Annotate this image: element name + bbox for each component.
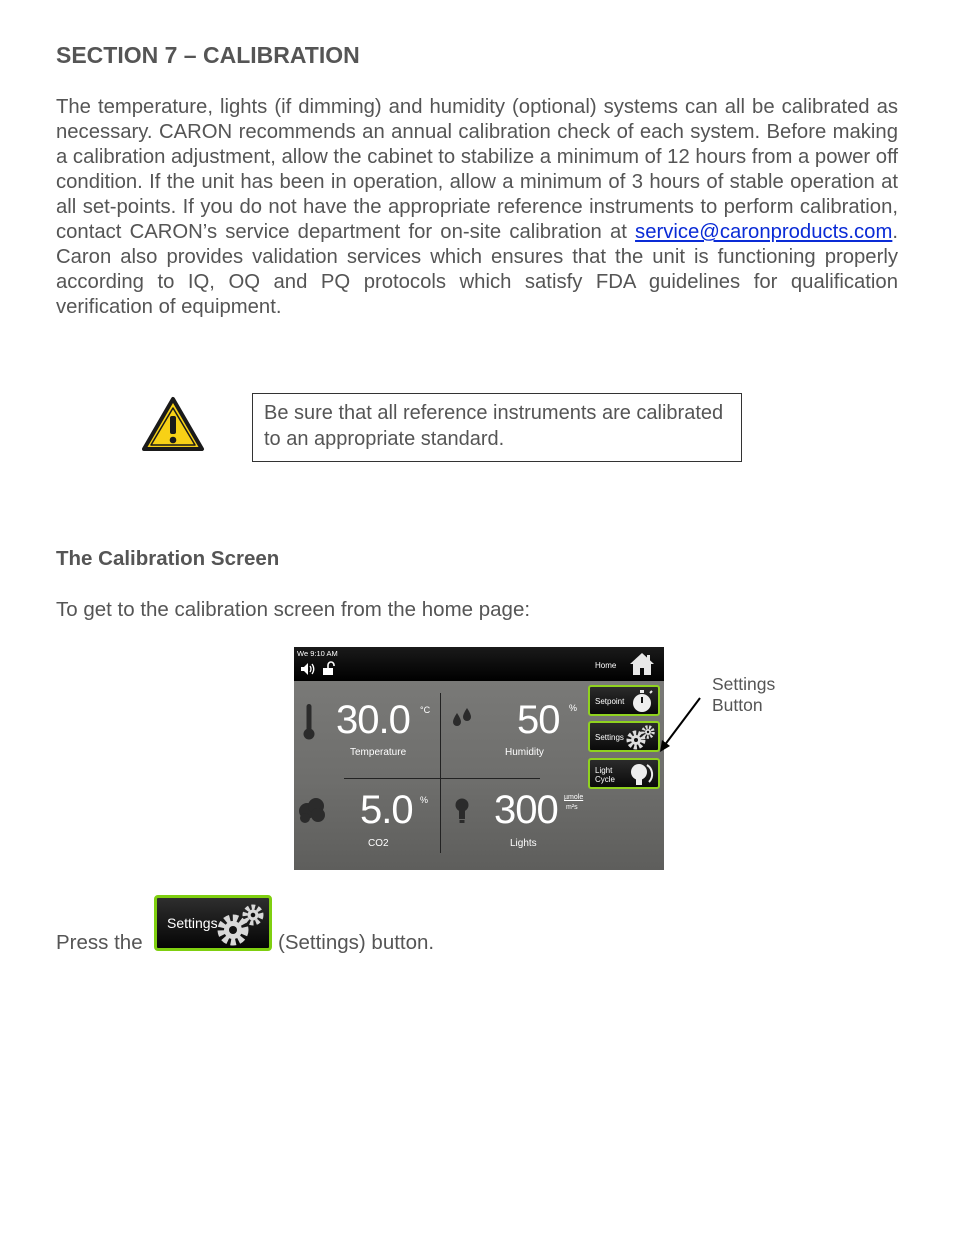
section-title: SECTION 7 – CALIBRATION [56, 42, 360, 68]
settings-button-screen-label: Settings [595, 733, 624, 742]
settings-button[interactable] [154, 895, 272, 951]
home-icon[interactable] [629, 652, 655, 676]
quadrant-divider-vertical [440, 693, 441, 853]
warning-triangle-icon [141, 396, 205, 452]
intro-text-before-link: The temperature, lights (if dimming) and humidity (optional) systems can all be calibrated as necessary. CARON recommends an annual calibration check of each system. Before making a calibration adjustment, allow the cabinet to stabilize a minimum of 12 hours from a power off condition. If the unit has been in operation, allow a minimum of 3 hours of stable operation at all set-points. If you do not have the appropriate reference instruments to perform calibration, contact CARON’s service department for on-site calibration at [56, 96, 898, 243]
warning-note-box: Be sure that all reference instruments are calibrated to an appropriate standard. [252, 393, 742, 462]
humidity-label: Humidity [505, 747, 544, 758]
temperature-label: Temperature [350, 747, 407, 758]
lights-unit-top: µmole [564, 794, 584, 801]
co2-label: CO2 [368, 838, 389, 849]
calibration-screen-heading: The Calibration Screen [56, 547, 280, 570]
calibration-instruction: To get to the calibration screen from the home page: [56, 598, 531, 621]
unlock-icon[interactable] [322, 661, 336, 676]
light-cycle-button[interactable] [588, 758, 660, 789]
settings-gear-icon [215, 902, 265, 948]
thermometer-icon [303, 703, 315, 741]
speaker-icon[interactable] [300, 662, 316, 676]
light-bulb-icon [455, 797, 469, 825]
status-bar [294, 647, 664, 681]
co2-value[interactable]: 5.0 [360, 788, 413, 832]
intro-paragraph [56, 95, 898, 320]
clock-readout: We 9:10 AM [297, 649, 338, 658]
light-cycle-label-2: Cycle [595, 775, 616, 784]
press-instruction-before: Press the [56, 931, 143, 954]
settings-callout-label [712, 674, 775, 716]
intro-text-after-link: . Caron also provides validation services which ensures that the unit is functioning properly according to IQ, OQ and PQ protocols which satisfy FDA guidelines for qualification verification of equipment. [56, 221, 898, 318]
callout-line-1: Settings [712, 674, 776, 694]
press-instruction-after: (Settings) button. [278, 931, 435, 954]
humidity-drops-icon [451, 707, 473, 729]
humidity-value[interactable]: 50 [517, 698, 560, 742]
lights-label: Lights [510, 838, 537, 849]
settings-button-label: Settings [167, 915, 218, 931]
temperature-unit: °C [420, 705, 431, 715]
home-page-screenshot [294, 647, 664, 870]
callout-line-2: Button [712, 695, 763, 715]
co2-unit: % [420, 795, 429, 805]
callout-arrow [650, 690, 710, 756]
home-label: Home [595, 661, 617, 670]
service-email-link[interactable]: service@caronproducts.com [635, 221, 893, 243]
light-cycle-label-1: Light [595, 766, 613, 775]
temperature-value[interactable]: 30.0 [336, 698, 410, 742]
bulb-cycle-icon [627, 762, 655, 788]
lights-unit-bottom: m²s [566, 804, 578, 811]
setpoint-button-label: Setpoint [595, 697, 625, 706]
quadrant-divider-horizontal [344, 778, 540, 779]
lights-value[interactable]: 300 [494, 788, 558, 832]
co2-cloud-icon [297, 795, 327, 825]
humidity-unit: % [569, 703, 578, 713]
